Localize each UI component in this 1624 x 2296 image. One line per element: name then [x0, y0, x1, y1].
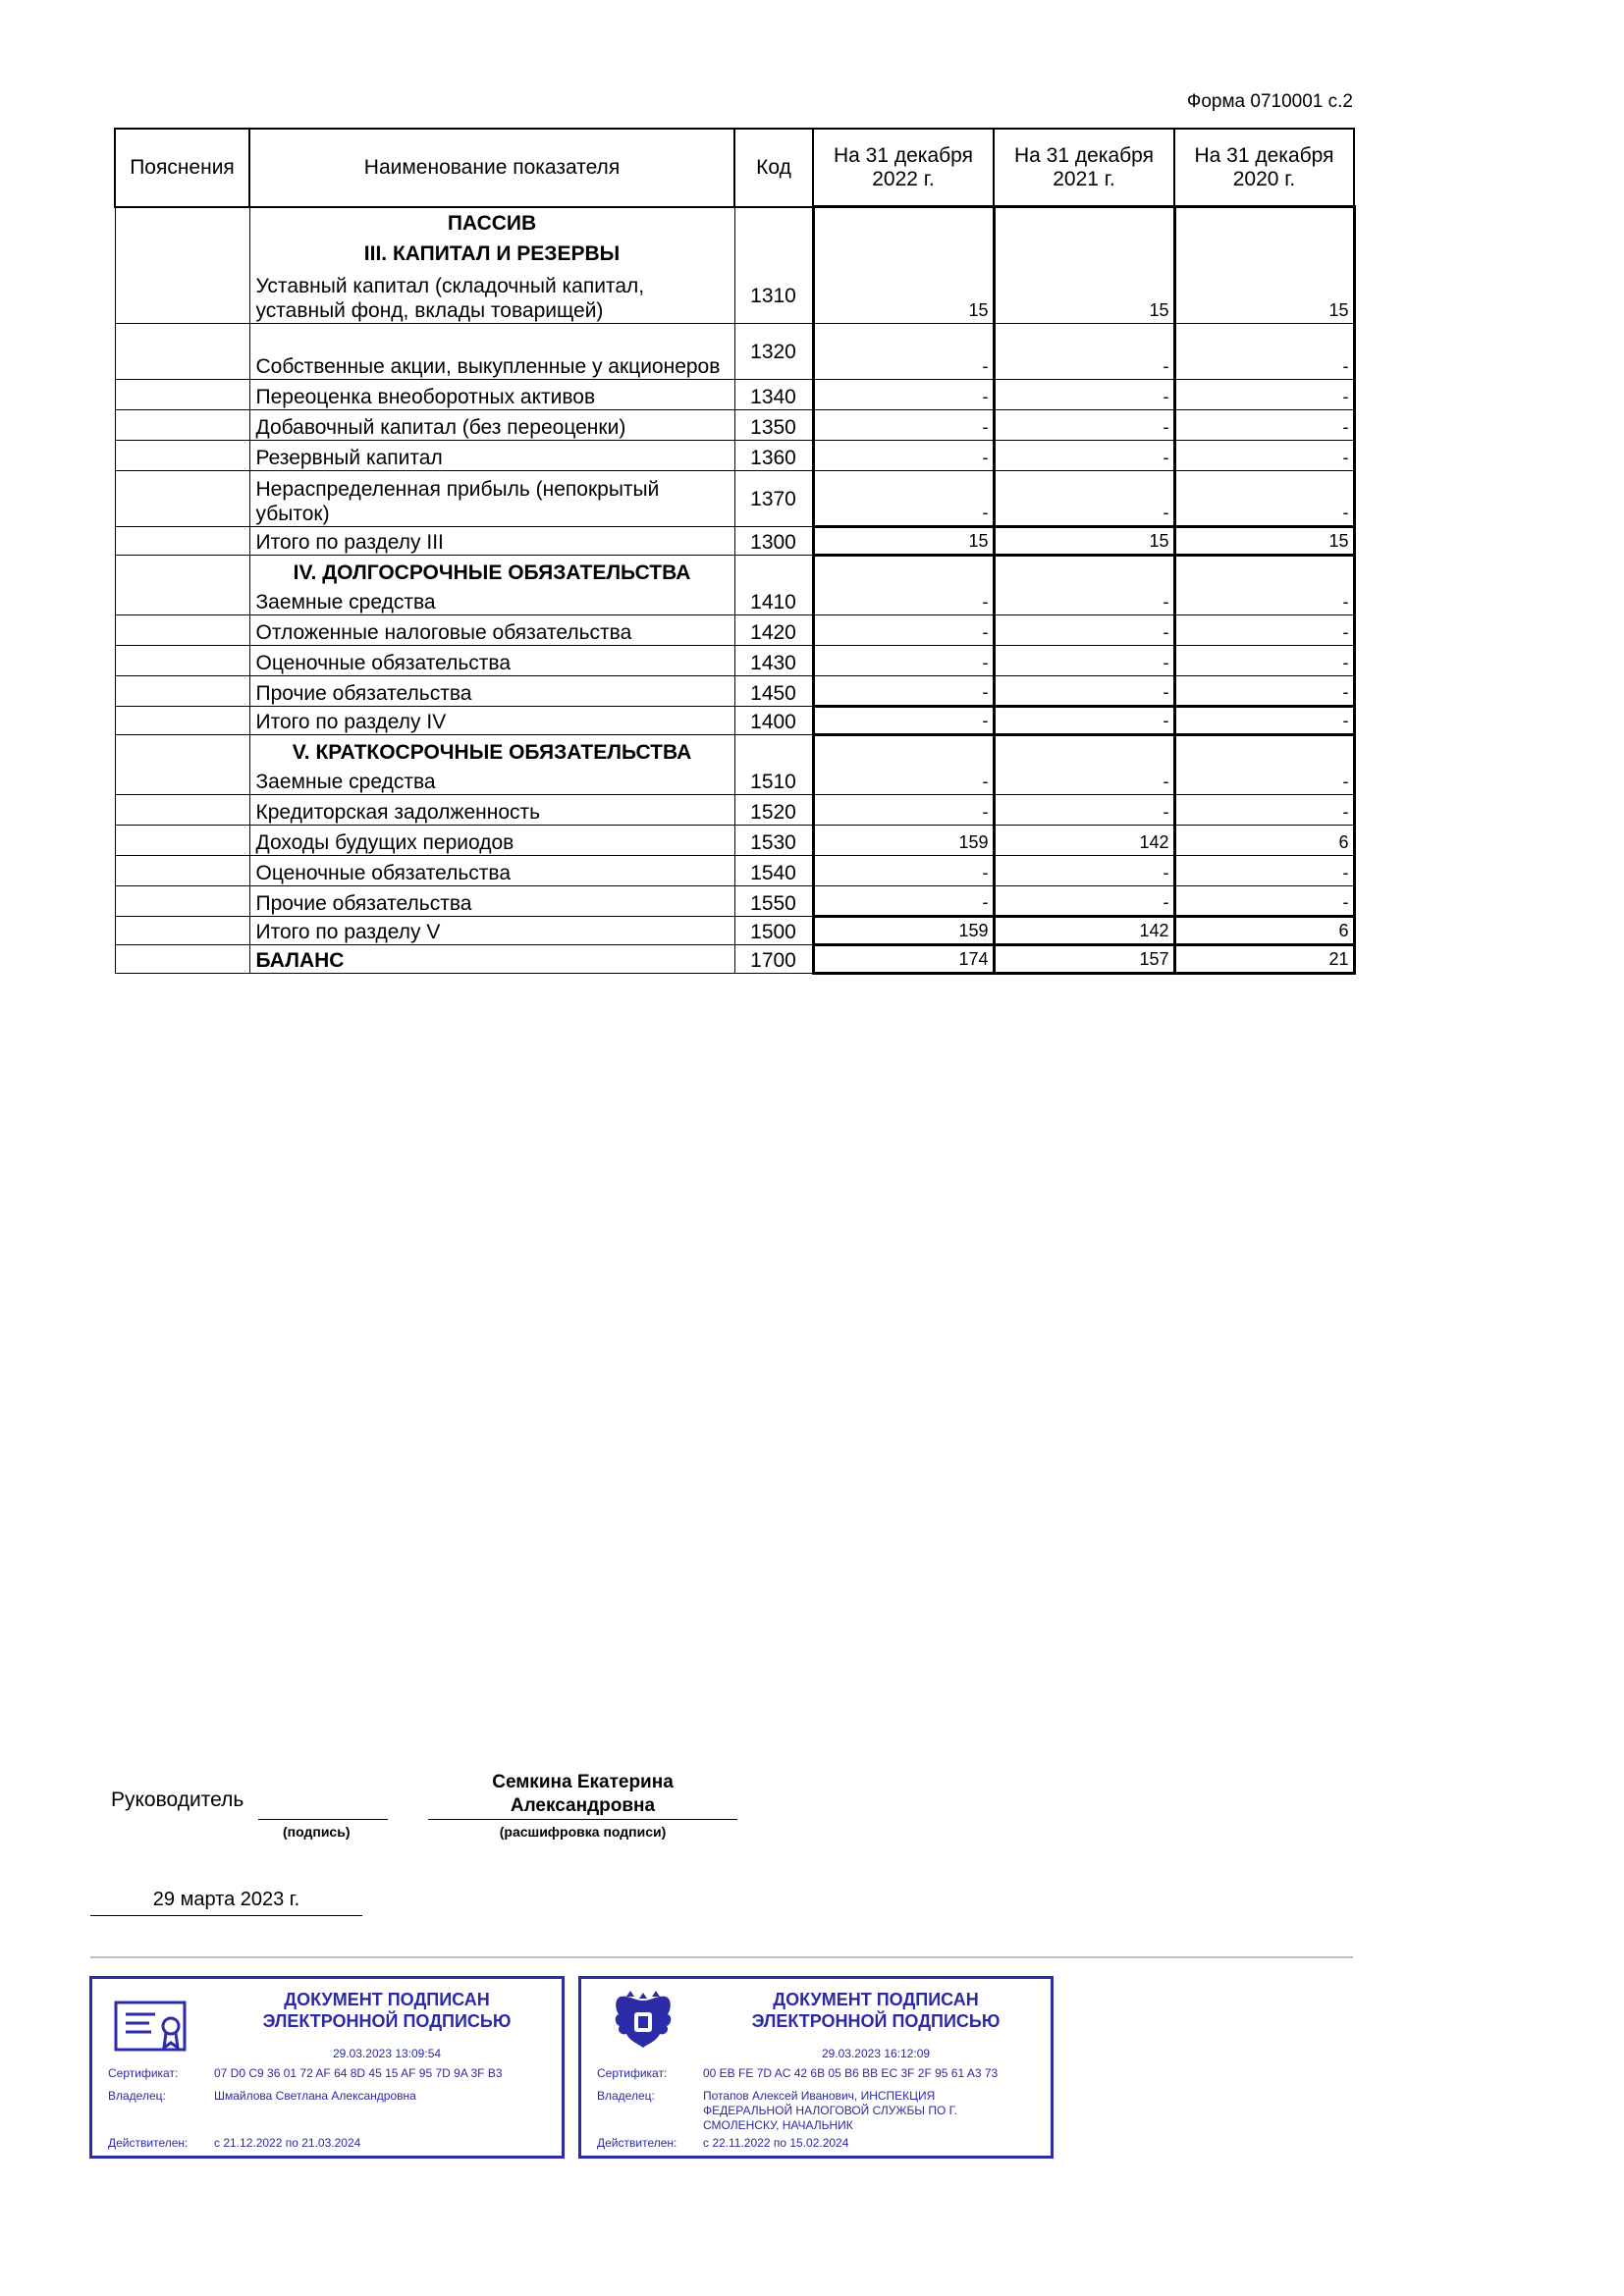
- table-row: Нераспределенная прибыль (непокрытый убыток) 1370 - - -: [115, 471, 1354, 527]
- signature-line: [258, 1819, 388, 1820]
- name-line: [428, 1819, 737, 1820]
- table-row: Резервный капитал 1360 - - -: [115, 441, 1354, 471]
- table-row-total: Итого по разделу IV 1400 - - -: [115, 707, 1354, 735]
- header-2021: На 31 декабря 2021 г.: [994, 129, 1174, 207]
- form-label: Форма 0710001 с.2: [1186, 91, 1353, 112]
- table-row: Кредиторская задолженность 1520 - - -: [115, 795, 1354, 826]
- table-row: Заемные средства 1410 - - -: [115, 585, 1354, 615]
- table-row: Добавочный капитал (без переоценки) 1350 - - -: [115, 410, 1354, 441]
- heading-passiv: ПАССИВ: [249, 207, 734, 239]
- header-indicator: Наименование показателя: [249, 129, 734, 207]
- date-line: [90, 1915, 362, 1916]
- section4-title: IV. ДОЛГОСРОЧНЫЕ ОБЯЗАТЕЛЬСТВА: [249, 556, 734, 585]
- certificate-icon: [114, 1997, 190, 2060]
- table-row: Прочие обязательства 1550 - - -: [115, 886, 1354, 917]
- section5-title: V. КРАТКОСРОЧНЫЕ ОБЯЗАТЕЛЬСТВА: [249, 735, 734, 765]
- coat-of-arms-icon: [611, 1987, 676, 2060]
- section-title-row: [115, 735, 1354, 765]
- header-notes: Пояснения: [115, 129, 249, 207]
- heading-row: [115, 207, 1354, 239]
- table-row-balance: БАЛАНС 1700 174 157 21: [115, 945, 1354, 974]
- e-signature-stamp-1: ДОКУМЕНТ ПОДПИСАН ЭЛЕКТРОННОЙ ПОДПИСЬЮ 29.03.2023 13:09:54 Сертификат: 07 D0 C9 36 01 72 AF 64 8D 45 15 AF 95 7D 9A 3F B3 Владелец: Шмайлова Светлана Александровна Действителен: с 21.12.2022 по 21.03.2024: [89, 1976, 565, 2159]
- table-row: Отложенные налоговые обязательства 1420 - - -: [115, 615, 1354, 646]
- table-row: Доходы будущих периодов 1530 159 142 6: [115, 826, 1354, 856]
- table-row: Оценочные обязательства 1540 - - -: [115, 856, 1354, 886]
- document-date: 29 марта 2023 г.: [152, 1889, 300, 1910]
- table-row: Заемные средства 1510 - - -: [115, 765, 1354, 795]
- table-row: Прочие обязательства 1450 - - -: [115, 676, 1354, 707]
- header-2020: На 31 декабря 2020 г.: [1174, 129, 1354, 207]
- signature-caption: (подпись): [283, 1824, 351, 1840]
- table-row: Переоценка внеоборотных активов 1340 - - -: [115, 380, 1354, 410]
- table-row: Собственные акции, выкупленные у акционеров 1320 - - -: [115, 324, 1354, 380]
- table-row-total: Итого по разделу III 1300 15 15 15: [115, 527, 1354, 556]
- balance-sheet-table: [114, 128, 1356, 975]
- table-row-total: Итого по разделу V 1500 159 142 6: [115, 917, 1354, 945]
- table-header-row: [115, 129, 1354, 207]
- e-signature-stamp-2: ДОКУМЕНТ ПОДПИСАН ЭЛЕКТРОННОЙ ПОДПИСЬЮ 29.03.2023 16:12:09 Сертификат: 00 EB FE 7D AC 42 6B 05 B6 BB EC 3F 2F 95 61 A3 73 Владелец: Потапов Алексей Иванович, ИНСПЕКЦИЯ ФЕДЕРАЛЬНОЙ НАЛОГОВОЙ СЛУЖБЫ ПО Г. СМОЛЕНСКУ, НАЧАЛЬНИК Действителен: с 22.11.2022 по 15.02.2024: [578, 1976, 1054, 2159]
- table-row: Оценочные обязательства 1430 - - -: [115, 646, 1354, 676]
- section3-title: III. КАПИТАЛ И РЕЗЕРВЫ: [249, 239, 734, 270]
- header-2022: На 31 декабря 2022 г.: [813, 129, 994, 207]
- header-code: Код: [734, 129, 813, 207]
- signatory-name: Семкина Екатерина Александровна: [492, 1772, 674, 1816]
- name-caption: (расшифровка подписи): [499, 1824, 667, 1840]
- separator-line: [90, 1956, 1353, 1958]
- table-row: Уставный капитал (складочный капитал, уставный фонд, вклады товарищей) 1310 15 15 15: [115, 270, 1354, 324]
- section-title-row: [115, 556, 1354, 585]
- section-title-row: [115, 239, 1354, 270]
- signatory-role: Руководитель: [111, 1789, 244, 1811]
